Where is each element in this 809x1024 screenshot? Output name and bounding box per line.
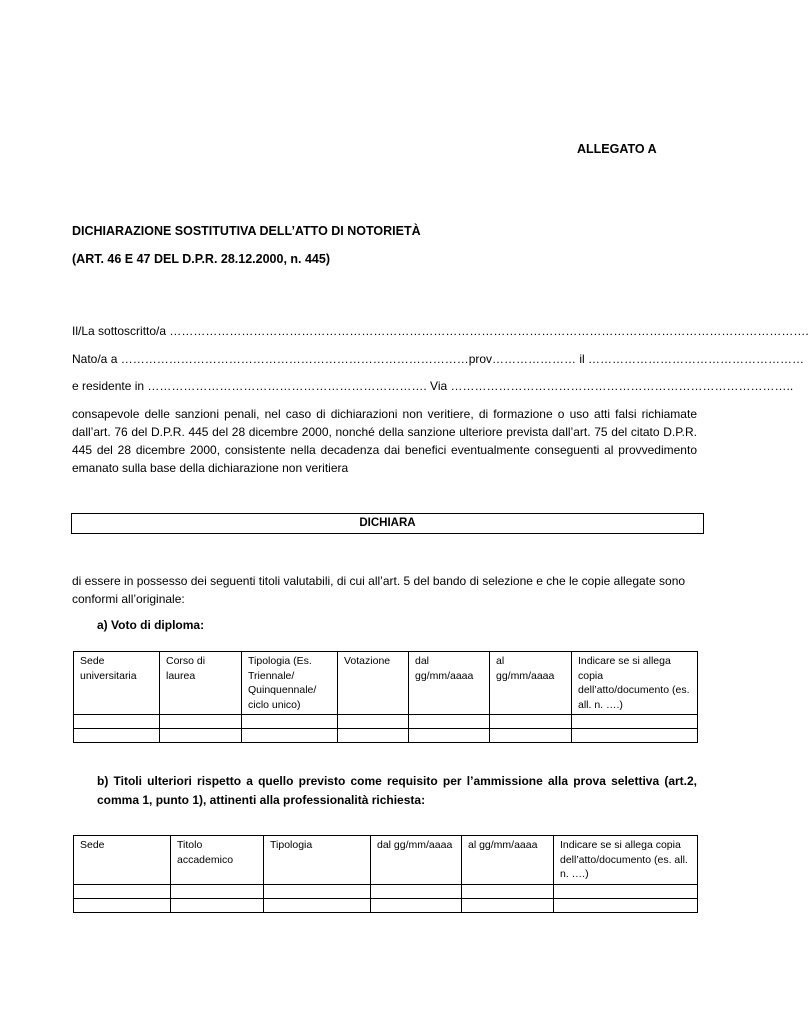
allegato-label: ALLEGATO A [577,142,657,156]
header-cell: Indicare se si allega copia dell’atto/documento (es. all. n. ….) [572,652,698,715]
header-cell: al gg/mm/aaaa [462,836,554,885]
table-row [74,715,698,729]
residente-line: e residente in ……………………………………………………………. Via ………………………………………………………………………….. [72,379,794,393]
table-cell[interactable] [242,729,338,743]
titoli-ulteriori-table [73,835,698,913]
sottoscritto-line: Il/La sottoscritto/a ……………………………………………………………………………………………………………………………………………. [72,324,809,338]
table-cell[interactable] [171,898,264,912]
header-cell: dal gg/mm/aaaa [371,836,462,885]
header-cell: Titolo accademico [171,836,264,885]
document-subtitle: (ART. 46 E 47 DEL D.P.R. 28.12.2000, n. 445) [72,252,331,266]
table-cell[interactable] [554,898,698,912]
diploma-table [73,651,698,743]
header-cell: Corso di laurea [160,652,242,715]
header-cell: al gg/mm/aaaa [490,652,572,715]
table-cell[interactable] [264,898,371,912]
intro-paragraph: di essere in possesso dei seguenti titoli valutabili, di cui all’art. 5 del bando di selezione e che le copie allegate sono conformi all’originale: [72,574,686,606]
header-cell: Sede universitaria [74,652,160,715]
table-cell[interactable] [242,715,338,729]
header-cell: Tipologia (Es. Triennale/ Quinquennale/ ciclo unico) [242,652,338,715]
table-row [74,729,698,743]
table-cell[interactable] [572,729,698,743]
table-cell[interactable] [554,884,698,898]
section-b-title: b) Titoli ulteriori rispetto a quello previsto come requisito per l’ammissione alla prova selettiva (art.2, comma 1, punto 1), attinenti alla professionalità richiesta: [97,774,697,807]
table-cell[interactable] [338,715,409,729]
table-cell[interactable] [409,729,490,743]
table-cell[interactable] [462,898,554,912]
header-cell: Indicare se si allega copia dell’atto/documento (es. all. n. ….) [554,836,698,885]
table-cell[interactable] [572,715,698,729]
header-cell: Votazione [338,652,409,715]
table-cell[interactable] [171,884,264,898]
table-cell[interactable] [264,884,371,898]
table-cell[interactable] [371,884,462,898]
nato-line: Nato/a a ……………………………………………………………………………prov………………… il ……………………………………………… [72,352,805,366]
table-cell[interactable] [74,729,160,743]
table-header-row [74,836,698,885]
table-cell[interactable] [74,898,171,912]
table-row [74,884,698,898]
table-cell[interactable] [338,729,409,743]
section-a-title: a) Voto di diploma: [97,618,205,632]
table-cell[interactable] [74,884,171,898]
table-cell[interactable] [490,729,572,743]
table-cell[interactable] [490,715,572,729]
table-cell[interactable] [160,729,242,743]
header-cell: Tipologia [264,836,371,885]
table-cell[interactable] [74,715,160,729]
table-row [74,898,698,912]
consapevole-paragraph: consapevole delle sanzioni penali, nel caso di dichiarazioni non veritiere, di formazione o uso atti falsi richiamate dall’art. 76 del D.P.R. 445 del 28 dicembre 2000, nonché della sanzione ulteriore prevista dall’art. 75 del citato D.P.R. 445 del 28 dicembre 2000, consistente nella decadenza dai benefici eventualmente conseguenti al provvedimento emanato sulla base della dichiarazione non veritiera [72,407,697,475]
table-cell[interactable] [371,898,462,912]
table-cell[interactable] [160,715,242,729]
header-cell: dal gg/mm/aaaa [409,652,490,715]
document-title: DICHIARAZIONE SOSTITUTIVA DELL’ATTO DI NOTORIETÀ [72,224,421,238]
table-header-row [74,652,698,715]
dichiara-heading: DICHIARA [71,513,704,534]
table-cell[interactable] [409,715,490,729]
header-cell: Sede [74,836,171,885]
table-cell[interactable] [462,884,554,898]
